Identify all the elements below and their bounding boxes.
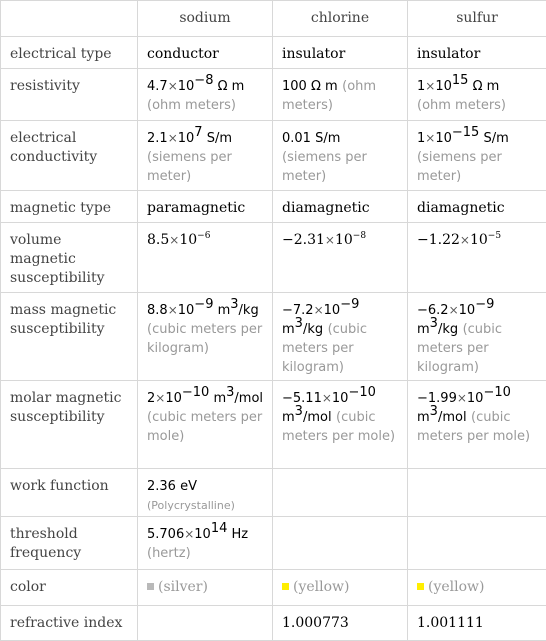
times-sign: × — [155, 391, 165, 405]
value-mantissa: 8.8 — [147, 303, 168, 318]
header-corner — [1, 1, 138, 37]
times-sign: × — [168, 131, 178, 145]
value-note: (Polycrystalline) — [147, 499, 235, 512]
header-sodium: sodium — [138, 1, 273, 37]
value-base: 10 — [435, 79, 452, 94]
unit-description: (cubic meters per kilogram) — [147, 322, 262, 356]
unit-description: (ohm meters) — [282, 79, 376, 113]
unit-description: (ohm meters) — [417, 98, 506, 113]
cell-chlorine — [273, 381, 408, 469]
value-exponent: 14 — [211, 521, 228, 536]
cell-sulfur: diamagnetic — [408, 191, 546, 223]
value-mantissa: 2.1 — [147, 131, 168, 146]
row-magnetic-type — [1, 191, 546, 223]
color-name: (yellow) — [428, 579, 485, 595]
color-name: (silver) — [158, 579, 208, 595]
value-unit-denominator: /mol — [234, 391, 263, 406]
cell-sodium: conductor — [138, 37, 273, 69]
value-mantissa: 4.7 — [147, 79, 168, 94]
color-name: (yellow) — [293, 579, 350, 595]
cell-chlorine: 1.000773 — [273, 606, 408, 641]
value-exponent: −10 — [483, 385, 510, 400]
value-unit: m — [209, 391, 226, 406]
unit-exponent: 3 — [230, 297, 238, 312]
value-base: 10 — [165, 391, 182, 406]
value-base: 10 — [194, 527, 211, 542]
row-molar-magnetic-susceptibility — [1, 381, 546, 469]
value-exponent: 7 — [194, 125, 202, 140]
row-label: mass magnetic susceptibility — [1, 293, 138, 381]
value-unit-denominator: /mol — [303, 410, 332, 425]
times-sign: × — [325, 233, 335, 247]
row-label: work function — [1, 469, 138, 517]
value-base: 10 — [178, 131, 195, 146]
value-exponent: −9 — [475, 297, 494, 312]
row-label: molar magnetic susceptibility — [1, 381, 138, 469]
value-mantissa: −1.99 — [417, 391, 457, 406]
unit-description: (cubic meters per mole) — [417, 410, 530, 444]
value-base: 10 — [459, 303, 476, 318]
unit-description: (ohm meters) — [147, 98, 236, 113]
cell-chlorine: insulator — [273, 37, 408, 69]
unit-exponent: 3 — [295, 404, 303, 419]
row-label: resistivity — [1, 69, 138, 121]
cell-chlorine: diamagnetic — [273, 191, 408, 223]
value-unit: m — [417, 322, 430, 337]
value-unit: m — [282, 410, 295, 425]
value-mantissa: 2 — [147, 391, 155, 406]
unit-description: (siemens per meter) — [417, 150, 502, 184]
cell-sodium — [138, 570, 273, 606]
cell-sodium: paramagnetic — [138, 191, 273, 223]
value-mantissa: −1.22 — [417, 232, 460, 248]
unit-description: (siemens per meter) — [147, 150, 232, 184]
times-sign: × — [169, 233, 179, 247]
row-threshold-frequency — [1, 517, 546, 570]
cell-sodium — [138, 606, 273, 641]
unit-description: (siemens per meter) — [282, 150, 367, 184]
value-exponent: −10 — [182, 385, 209, 400]
value-base: 10 — [178, 303, 195, 318]
cell-sodium — [138, 69, 273, 121]
value-mantissa: 100 — [282, 79, 307, 94]
value-base: 10 — [332, 391, 349, 406]
value-unit-denominator: /kg — [239, 303, 259, 318]
value-unit: Hz — [227, 527, 248, 542]
value-exponent: 15 — [452, 73, 469, 88]
value-base: 10 — [324, 303, 341, 318]
value-mantissa: 0.01 — [282, 131, 311, 146]
header-sulfur: sulfur — [408, 1, 546, 37]
cell-chlorine — [273, 223, 408, 293]
value-unit: Ω m — [307, 79, 338, 94]
cell-sodium — [138, 517, 273, 570]
color-swatch-yellow — [282, 583, 289, 590]
row-label: electrical type — [1, 37, 138, 69]
times-sign: × — [184, 527, 194, 541]
unit-description: (cubic meters per kilogram) — [417, 322, 502, 375]
unit-exponent: 3 — [295, 316, 303, 331]
cell-sulfur: 1.001111 — [408, 606, 546, 641]
value-base: 10 — [467, 391, 484, 406]
unit-description: (cubic meters per mole) — [147, 410, 262, 444]
cell-chlorine — [273, 69, 408, 121]
row-label: threshold frequency — [1, 517, 138, 570]
times-sign: × — [449, 303, 459, 317]
value-unit-denominator: /mol — [438, 410, 467, 425]
unit-description: (cubic meters per mole) — [282, 410, 395, 444]
times-sign: × — [425, 79, 435, 93]
header-chlorine: chlorine — [273, 1, 408, 37]
cell-chlorine — [273, 517, 408, 570]
cell-sodium — [138, 469, 273, 517]
value-exponent: −10 — [348, 385, 375, 400]
row-volume-magnetic-susceptibility — [1, 223, 546, 293]
value-exponent: −8 — [353, 231, 366, 241]
unit-description: (hertz) — [147, 546, 191, 561]
value-unit: m — [213, 303, 230, 318]
row-label: volume magnetic susceptibility — [1, 223, 138, 293]
value-base: 10 — [335, 232, 353, 248]
value-unit-denominator: /kg — [438, 322, 458, 337]
unit-description: (cubic meters per kilogram) — [282, 322, 367, 375]
cell-sulfur — [408, 293, 546, 381]
cell-chlorine — [273, 121, 408, 191]
value-text: 2.36 eV — [147, 479, 197, 494]
value-unit: S/m — [203, 131, 232, 146]
value-unit: Ω m — [213, 79, 244, 94]
times-sign: × — [322, 391, 332, 405]
cell-chlorine — [273, 469, 408, 517]
cell-sodium — [138, 381, 273, 469]
value-exponent: −6 — [197, 231, 210, 241]
row-label: refractive index — [1, 606, 138, 641]
color-swatch-silver — [147, 583, 154, 590]
value-mantissa: −2.31 — [282, 232, 325, 248]
value-base: 10 — [178, 79, 195, 94]
cell-chlorine — [273, 570, 408, 606]
row-mass-magnetic-susceptibility — [1, 293, 546, 381]
row-work-function — [1, 469, 546, 517]
times-sign: × — [168, 79, 178, 93]
value-exponent: −9 — [194, 297, 213, 312]
cell-sodium — [138, 223, 273, 293]
times-sign: × — [457, 391, 467, 405]
value-mantissa: −5.11 — [282, 391, 322, 406]
cell-sulfur — [408, 69, 546, 121]
value-unit: S/m — [311, 131, 340, 146]
value-exponent: −15 — [452, 125, 479, 140]
value-exponent: −9 — [340, 297, 359, 312]
cell-sulfur: insulator — [408, 37, 546, 69]
row-color — [1, 570, 546, 606]
times-sign: × — [460, 233, 470, 247]
cell-sulfur — [408, 469, 546, 517]
times-sign: × — [425, 131, 435, 145]
cell-sulfur — [408, 517, 546, 570]
cell-sulfur — [408, 121, 546, 191]
header-row — [1, 1, 546, 37]
value-unit: m — [282, 322, 295, 337]
value-mantissa: 8.5 — [147, 232, 169, 248]
value-unit: S/m — [479, 131, 508, 146]
cell-sulfur — [408, 223, 546, 293]
value-mantissa: −7.2 — [282, 303, 314, 318]
row-resistivity — [1, 69, 546, 121]
row-refractive-index — [1, 606, 546, 641]
row-label: magnetic type — [1, 191, 138, 223]
cell-sodium — [138, 121, 273, 191]
color-swatch-yellow — [417, 583, 424, 590]
cell-chlorine — [273, 293, 408, 381]
value-exponent: −5 — [488, 231, 501, 241]
cell-sodium — [138, 293, 273, 381]
row-label: color — [1, 570, 138, 606]
value-base: 10 — [179, 232, 197, 248]
times-sign: × — [314, 303, 324, 317]
value-unit: m — [417, 410, 430, 425]
unit-exponent: 3 — [430, 404, 438, 419]
row-electrical-type — [1, 37, 546, 69]
value-exponent: −8 — [194, 73, 213, 88]
row-electrical-conductivity — [1, 121, 546, 191]
cell-sulfur — [408, 381, 546, 469]
value-mantissa: 1 — [417, 79, 425, 94]
times-sign: × — [168, 303, 178, 317]
value-mantissa: 1 — [417, 131, 425, 146]
value-mantissa: 5.706 — [147, 527, 184, 542]
value-base: 10 — [435, 131, 452, 146]
cell-sulfur — [408, 570, 546, 606]
unit-exponent: 3 — [226, 385, 234, 400]
value-unit-denominator: /kg — [303, 322, 323, 337]
value-mantissa: −6.2 — [417, 303, 449, 318]
row-label: electrical conductivity — [1, 121, 138, 191]
value-base: 10 — [470, 232, 488, 248]
value-unit: Ω m — [468, 79, 499, 94]
unit-exponent: 3 — [430, 316, 438, 331]
